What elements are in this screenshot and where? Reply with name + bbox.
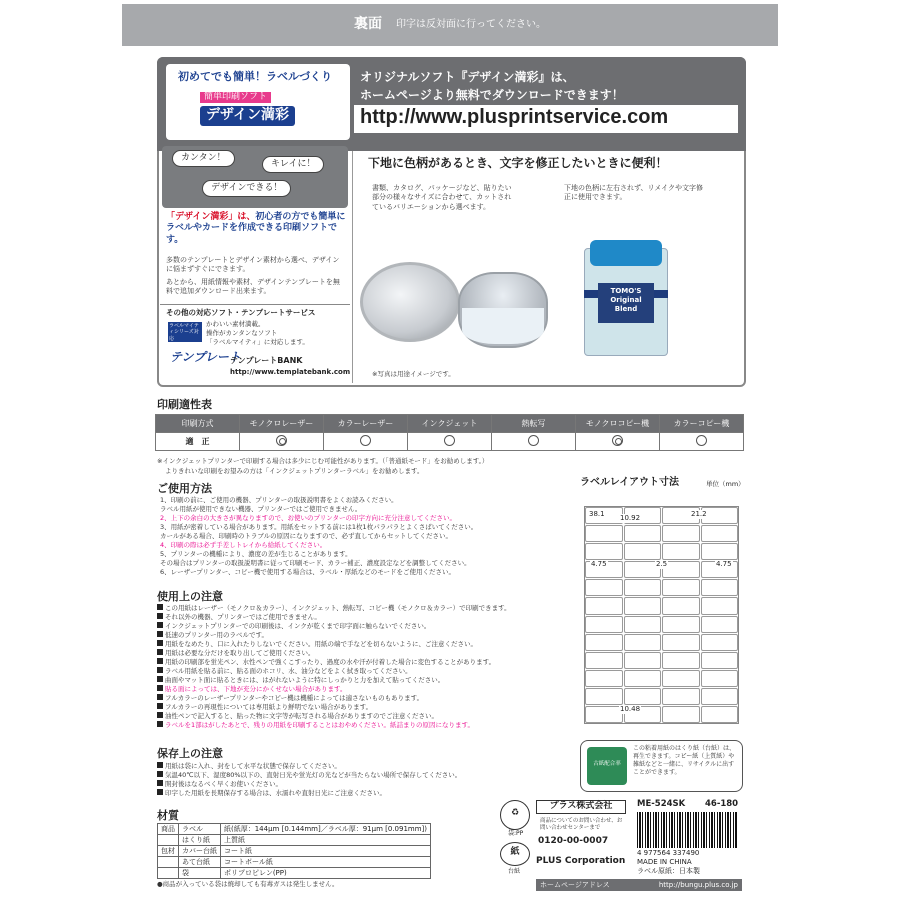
label-cell bbox=[701, 706, 739, 723]
company-name: プラス株式会社 bbox=[536, 800, 626, 814]
material-row bbox=[158, 868, 431, 879]
caution-line: 用紙は必要な分だけを取り出してご使用ください。 bbox=[157, 649, 572, 658]
phone-number: 0120-00-0007 bbox=[538, 836, 609, 846]
intro-body-1: 多数のテンプレートとデザイン素材から選べ、デザインに悩まずすぐにできます。 bbox=[166, 256, 340, 274]
material-group: 商品 bbox=[158, 824, 179, 835]
suitability-mark bbox=[696, 435, 707, 446]
label-cell bbox=[701, 616, 739, 633]
recycle-icon: 古紙配合率 bbox=[587, 747, 627, 785]
intro-blue: 初心者の方でも簡単にラベルやカードを作成できる印刷ソフトです。 bbox=[166, 212, 346, 245]
label-cell bbox=[662, 634, 700, 651]
storage-list bbox=[157, 762, 537, 798]
table-header: モノクロレーザー bbox=[240, 415, 324, 433]
material-spec: 紙(紙厚：144μm [0.144mm]／ラベル厚：91μm [0.091mm]) bbox=[221, 824, 431, 835]
dim-top-margin: 10.92 bbox=[620, 514, 641, 522]
suitability-cell bbox=[324, 433, 408, 451]
usage-line: 1、印刷の前に、ご使用の機器、プリンターの取扱説明書をよくお読みください。 bbox=[160, 496, 398, 504]
bullet-square bbox=[157, 613, 163, 619]
material-row bbox=[158, 835, 431, 846]
caution-line: フルカラーの再現性については専用紙より鮮明でない場合があります。 bbox=[157, 703, 572, 712]
label-mightie-badge: ラベルマイティシリーズ対応 bbox=[168, 322, 202, 342]
suitability-mark bbox=[360, 435, 371, 446]
dim-side-right: 4.75 bbox=[716, 560, 732, 568]
suitability-mark bbox=[612, 435, 623, 446]
barcode bbox=[637, 812, 737, 848]
material-part: 袋 bbox=[179, 868, 221, 879]
label-cell bbox=[662, 525, 700, 542]
label-cell bbox=[701, 634, 739, 651]
material-spec: ポリプロピレン(PP) bbox=[221, 868, 431, 879]
use-case-text-b: 下地の色柄に左右されず、リメイクや文字修正に使用できます。 bbox=[564, 184, 704, 202]
bullet-square bbox=[157, 658, 163, 664]
usage-line: 3、用紙が密着している場合があります。用紙をセットする前には1枚1枚パラパラとよくさばいてください。 bbox=[160, 522, 478, 531]
label-cell bbox=[701, 597, 739, 614]
bullet-square bbox=[157, 640, 163, 646]
recycle-text: この粘着用紙のはくり紙（台紙）は、再生できます。コピー紙（上質紙）や雑紙などと一緒に、リサイクルに出すことができます。 bbox=[633, 745, 736, 777]
caution-line: 用紙の印刷部を蛍光ペン、水性ペンで強くこすったり、過度の水や汗が付着した場合に変色することがあります。 bbox=[157, 658, 572, 667]
recycle-notice bbox=[580, 740, 743, 792]
label-cell bbox=[624, 670, 662, 687]
caution-line: この用紙はレーザー（モノクロ＆カラー）、インクジェット、熱転写、コピー機（モノクロ＆カラー）で印刷できます。 bbox=[157, 604, 572, 613]
tin-can-image bbox=[360, 262, 460, 342]
feature-bubbles bbox=[162, 146, 348, 208]
caution-line: フルカラーのレーザープリンターやコピー機は機種によっては適さないものもあります。 bbox=[157, 694, 572, 703]
storage-line: 印字した用紙を長期保存する場合は、水濡れや直射日光にご注意ください。 bbox=[157, 789, 537, 798]
product-code: ME-524SK bbox=[637, 799, 686, 809]
caution-line: インクジェットプリンターでの印刷後は、インクが乾くまで印字面に触らないでください。 bbox=[157, 622, 572, 631]
table-header: カラーレーザー bbox=[324, 415, 408, 433]
caution-line: ラベルを1部はがしたあとで、残りの用紙を印刷することはおやめください。紙詰まりの原因になります。 bbox=[157, 721, 572, 730]
label-cell bbox=[624, 616, 662, 633]
divider bbox=[160, 304, 350, 305]
tea-can-label: TOMO'S Original Blend bbox=[598, 283, 654, 323]
usage-title: ご使用方法 bbox=[157, 482, 212, 495]
dim-gap: 2.5 bbox=[656, 560, 668, 568]
product-number: 46-180 bbox=[705, 799, 739, 809]
label-cell bbox=[624, 652, 662, 669]
material-row bbox=[158, 824, 431, 835]
suitability-cell bbox=[408, 433, 492, 451]
software-intro bbox=[166, 212, 346, 246]
storage-line: 開封後はなるべく早くお使いください。 bbox=[157, 780, 537, 789]
dim-side-left: 4.75 bbox=[591, 560, 607, 568]
label-cell bbox=[662, 597, 700, 614]
material-row bbox=[158, 846, 431, 857]
bullet-square bbox=[157, 676, 163, 682]
pp-label: 袋:PP bbox=[508, 830, 524, 837]
dim-height: 21.2 bbox=[691, 510, 707, 518]
intro-red: 「デザイン満彩」は、 bbox=[166, 212, 256, 222]
bullet-square bbox=[157, 649, 163, 655]
print-suitability-table bbox=[155, 414, 744, 451]
caution-line: 低速のプリンター用のラベルです。 bbox=[157, 631, 572, 640]
logo-tagline: 初めてでも簡単！ラベルづくり bbox=[178, 70, 332, 83]
paper-recycle-icon: 紙 bbox=[500, 842, 530, 866]
label-cell bbox=[624, 634, 662, 651]
label-cell bbox=[585, 634, 623, 651]
paper-label: 台紙 bbox=[508, 868, 521, 875]
bubble-easy: カンタン！ bbox=[172, 150, 235, 167]
barcode-number: 4 977564 337490 bbox=[637, 849, 700, 857]
usage-line: ラベル用紙が使用できない機器、プリンターではご使用できません。 bbox=[160, 504, 362, 513]
label-cell bbox=[585, 579, 623, 596]
material-part: カバー台紙 bbox=[179, 846, 221, 857]
row-label: 適 正 bbox=[156, 433, 240, 451]
intro-body-2: あとから、用紙情報や素材、デザインテンプレートを無料で追加ダウンロード出来ます。 bbox=[166, 278, 340, 296]
caution-line: 曲面やマット面に貼るときには、はがれないように特にしっかりと力を加えて貼ってください。 bbox=[157, 676, 572, 685]
materials-footnote: ●商品が入っている袋は焼却しても有毒ガスは発生しません。 bbox=[157, 880, 339, 888]
material-spec: コートボール紙 bbox=[221, 857, 431, 868]
tea-can-lid bbox=[590, 240, 662, 266]
label-cell bbox=[701, 688, 739, 705]
usage-line: カールがある場合、印刷時のトラブルの原因になりますので、必ず直してからセットしてください。 bbox=[160, 531, 452, 540]
caution-list bbox=[157, 604, 572, 730]
template-bank-logo: テンプレート bbox=[170, 350, 241, 364]
use-case-title: 下地に色柄があるとき、文字を修正したいときに便利！ bbox=[368, 156, 668, 170]
mightie-line: かわいい素材満載。 bbox=[206, 320, 265, 328]
label-cell bbox=[662, 652, 700, 669]
usage-line: その場合はプリンターの取扱説明書に従って印刷モード、カラー補正、濃度設定などを調整してください。 bbox=[160, 558, 471, 567]
materials-title: 材質 bbox=[157, 809, 179, 822]
storage-title: 保存上の注意 bbox=[157, 747, 223, 760]
footer-url[interactable]: http://bungu.plus.co.jp bbox=[658, 880, 738, 889]
label-cell bbox=[585, 652, 623, 669]
suitability-cell bbox=[576, 433, 660, 451]
material-group bbox=[158, 835, 179, 846]
material-group bbox=[158, 857, 179, 868]
label-cell bbox=[585, 670, 623, 687]
promo-headline-1: オリジナルソフト『デザイン満彩』は、 bbox=[360, 70, 575, 84]
template-bank-url[interactable]: http://www.templatebank.com bbox=[230, 368, 351, 376]
company-en-name: PLUS Corporation bbox=[536, 856, 626, 866]
label-cell bbox=[585, 706, 623, 723]
usage-list bbox=[160, 496, 570, 577]
suitability-cell bbox=[660, 433, 744, 451]
footer-label: ホームページアドレス bbox=[540, 880, 610, 889]
caution-line: それ以外の機器、プリンターではご使用できません。 bbox=[157, 613, 572, 622]
suitability-mark bbox=[444, 435, 455, 446]
tin-can-pattern bbox=[462, 308, 544, 344]
bullet-square bbox=[157, 685, 163, 691]
mightie-line: 「ラベルマイティ」に対応します。 bbox=[206, 337, 309, 346]
label-cell bbox=[624, 525, 662, 542]
storage-line: 用紙は袋に入れ、封をして水平な状態で保存してください。 bbox=[157, 762, 537, 771]
ink-note-1: ※インクジェットプリンターで印刷する場合は多少にじむ可能性があります。（「普通紙モード」をお勧めします。） bbox=[157, 457, 489, 465]
label-cell bbox=[585, 616, 623, 633]
bullet-square bbox=[157, 789, 163, 795]
caution-line: 油性ペンで記入すると、貼った物に文字等が転写される場合がありますのでご注意ください。 bbox=[157, 712, 572, 721]
bullet-square bbox=[157, 721, 163, 727]
contact-note: 商品についてのお問い合わせ、お問い合わせセンターまで bbox=[540, 818, 623, 831]
logo-title: デザイン満彩 bbox=[200, 106, 295, 126]
suitability-cell bbox=[240, 433, 324, 451]
back-side-title: 裏面 bbox=[354, 16, 382, 33]
material-row bbox=[158, 857, 431, 868]
label-cell bbox=[624, 597, 662, 614]
usage-line: 4、印刷の際は必ず手差しトレイから給紙してください。 bbox=[160, 540, 327, 549]
dim-width: 38.1 bbox=[589, 510, 605, 518]
use-case-text-a: 書類、カタログ、パッケージなど、貼りたい部分の様々なサイズに合わせて、カットされているバリエーションから選べます。 bbox=[372, 184, 512, 211]
label-cell bbox=[662, 579, 700, 596]
label-cell bbox=[585, 543, 623, 560]
column-divider bbox=[352, 151, 353, 383]
label-cell bbox=[624, 543, 662, 560]
bullet-square bbox=[157, 604, 163, 610]
label-cell bbox=[662, 688, 700, 705]
logo-subtitle: 簡単印刷ソフト bbox=[200, 92, 271, 103]
download-url-link[interactable]: http://www.plusprintservice.com bbox=[354, 105, 738, 133]
label-cell bbox=[585, 688, 623, 705]
origin-made-in: MADE IN CHINA bbox=[637, 858, 692, 866]
material-part: あて台紙 bbox=[179, 857, 221, 868]
table-header: カラーコピー機 bbox=[660, 415, 744, 433]
table-header: 印刷方式 bbox=[156, 415, 240, 433]
label-cell bbox=[662, 670, 700, 687]
usage-line: 5、プリンターの機種により、濃度の差が生じることがあります。 bbox=[160, 549, 352, 558]
bullet-square bbox=[157, 622, 163, 628]
table-header: 熱転写 bbox=[492, 415, 576, 433]
bullet-square bbox=[157, 631, 163, 637]
caution-line: ラベル用紙を貼る前に、貼る面のホコリ、水、油分などをよく拭き取ってください。 bbox=[157, 667, 572, 676]
label-cell bbox=[624, 579, 662, 596]
suitability-mark bbox=[276, 435, 287, 446]
label-cell bbox=[701, 525, 739, 542]
bullet-square bbox=[157, 762, 163, 768]
usage-line: 6、レーザープリンター、コピー機で使用する場合は、ラベル・厚紙などのモードをご使用ください。 bbox=[160, 567, 456, 576]
back-side-note: 印字は反対面に行ってください。 bbox=[396, 18, 546, 30]
table-header: インクジェット bbox=[408, 415, 492, 433]
storage-line: 気温40℃以下、湿度80%以下の、直射日光や蛍光灯の光などが当たらない場所で保存してください。 bbox=[157, 771, 537, 780]
materials-table bbox=[157, 823, 431, 879]
label-cell bbox=[701, 579, 739, 596]
material-part: はくり紙 bbox=[179, 835, 221, 846]
template-bank-name: テンプレートBANK bbox=[230, 356, 303, 365]
print-table-title: 印刷適性表 bbox=[157, 398, 212, 411]
caution-line: 用紙をなめたり、口に入れたりしないでください。用紙の端で手などを切らないように、ご注意ください。 bbox=[157, 640, 572, 649]
pp-recycle-icon: ♻ bbox=[500, 800, 530, 830]
bullet-square bbox=[157, 771, 163, 777]
label-grid bbox=[584, 506, 739, 724]
caution-line: 貼る面によっては、下地が充分にかくせない場合があります。 bbox=[157, 685, 572, 694]
material-group bbox=[158, 868, 179, 879]
layout-unit: 単位（mm） bbox=[706, 480, 745, 488]
material-group: 包材 bbox=[158, 846, 179, 857]
bubble-pretty: キレイに！ bbox=[262, 156, 324, 173]
bubble-design: デザインできる！ bbox=[202, 180, 291, 197]
layout-title: ラベルレイアウト寸法 bbox=[580, 477, 679, 488]
material-spec: コート紙 bbox=[221, 846, 431, 857]
dim-bottom-margin: 10.48 bbox=[620, 705, 641, 713]
promo-headline-2: ホームページより無料でダウンロードできます！ bbox=[360, 88, 624, 102]
back-side-banner bbox=[122, 4, 778, 46]
label-cell bbox=[701, 670, 739, 687]
label-cell bbox=[624, 688, 662, 705]
bullet-square bbox=[157, 667, 163, 673]
other-software-title: その他の対応ソフト・テンプレートサービス bbox=[166, 308, 316, 317]
photo-note: ※写真は用途イメージです。 bbox=[372, 370, 455, 378]
usage-line: 2、上下の余白の大きさが異なりますので、お使いのプリンターの印字方向に充分注意してください。 bbox=[160, 513, 456, 522]
label-cell bbox=[585, 525, 623, 542]
label-cell bbox=[585, 597, 623, 614]
bullet-square bbox=[157, 780, 163, 786]
bullet-square bbox=[157, 694, 163, 700]
suitability-cell bbox=[492, 433, 576, 451]
footer-url-bar bbox=[536, 879, 742, 891]
label-cell bbox=[662, 543, 700, 560]
table-header: モノクロコピー機 bbox=[576, 415, 660, 433]
bullet-square bbox=[157, 712, 163, 718]
label-mightie-info bbox=[206, 320, 309, 346]
label-cell bbox=[662, 706, 700, 723]
bullet-square bbox=[157, 703, 163, 709]
suitability-mark bbox=[528, 435, 539, 446]
caution-title: 使用上の注意 bbox=[157, 590, 223, 603]
material-part: ラベル bbox=[179, 824, 221, 835]
origin-paper: ラベル原紙：日本製 bbox=[637, 867, 700, 875]
label-cell bbox=[701, 652, 739, 669]
label-cell bbox=[662, 616, 700, 633]
material-spec: 上質紙 bbox=[221, 835, 431, 846]
mightie-line: 操作がカンタンなソフト bbox=[206, 328, 278, 337]
label-cell bbox=[701, 543, 739, 560]
ink-note-2: よりきれいな印刷をお望みの方は「インクジェットプリンターラベル」をお勧めします。 bbox=[165, 467, 424, 475]
